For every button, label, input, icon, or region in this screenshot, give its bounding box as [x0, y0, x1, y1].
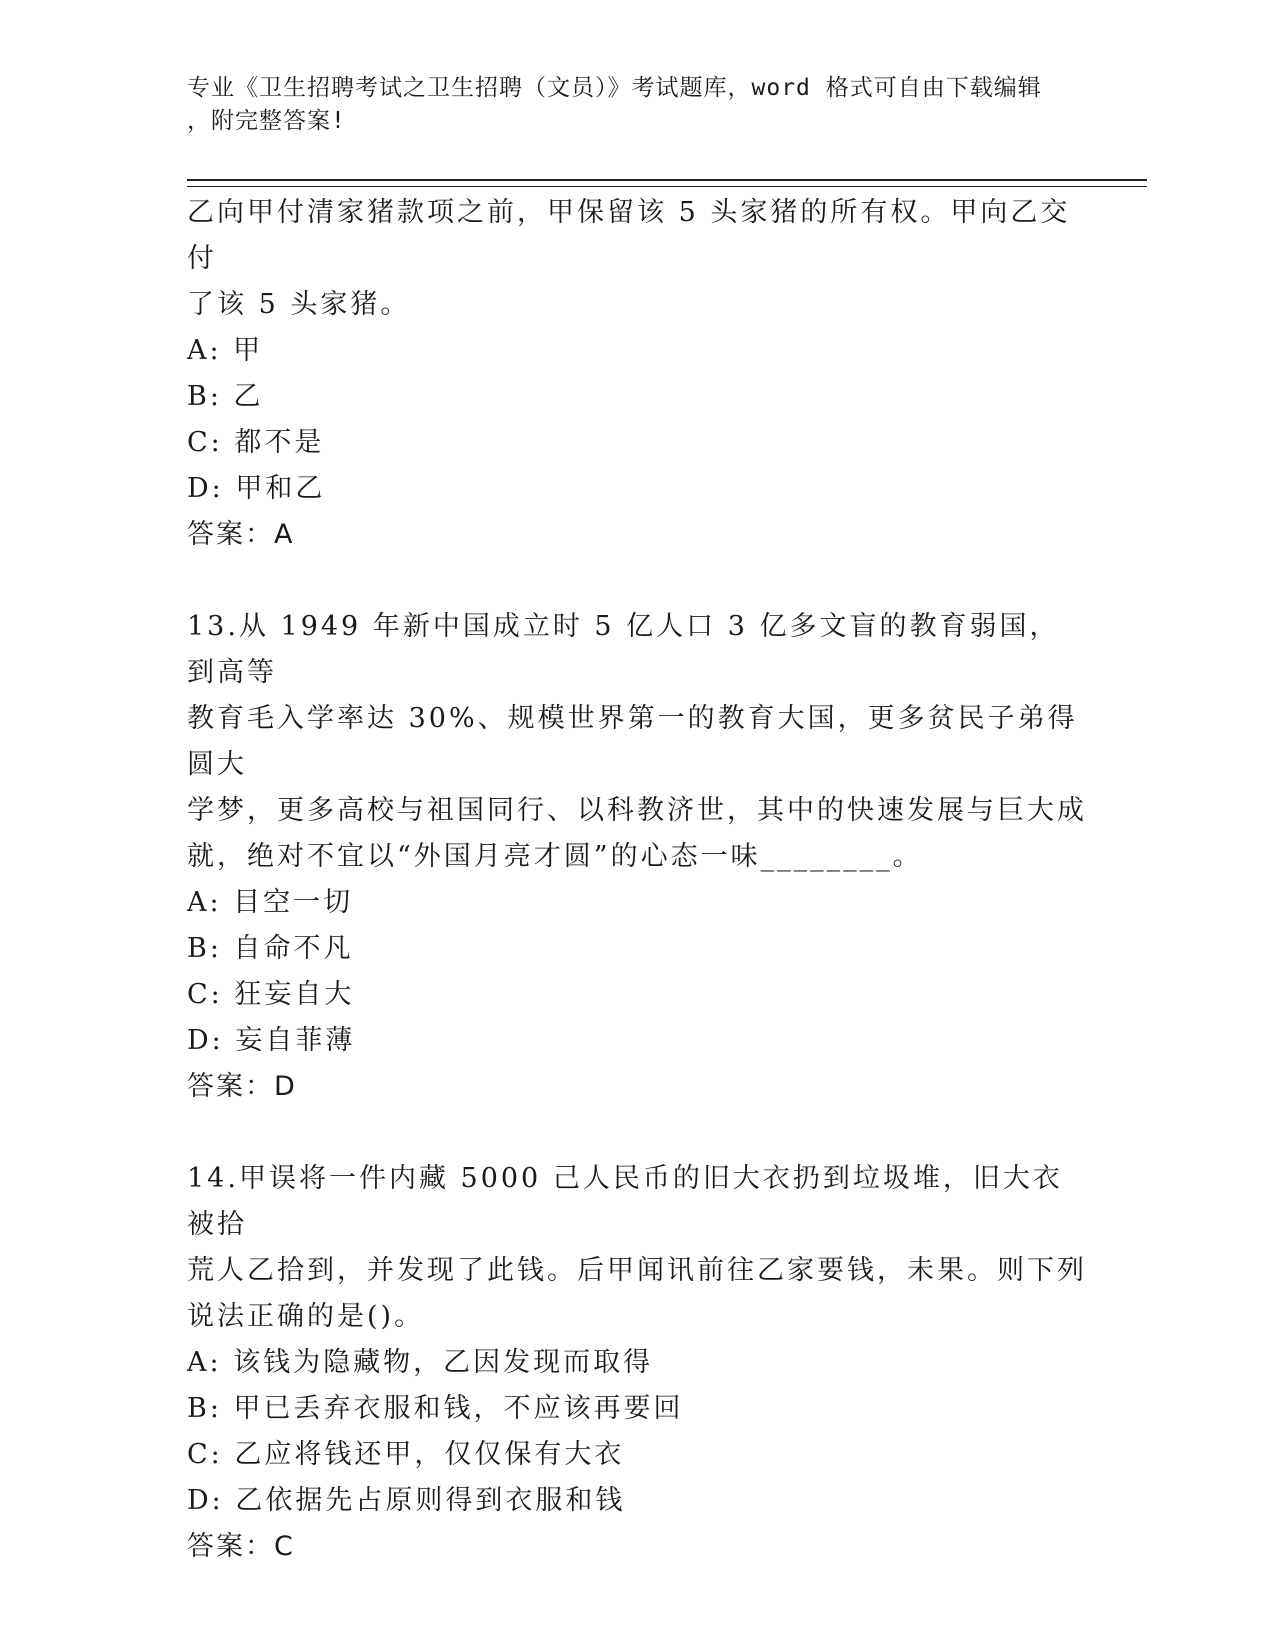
question-text-line: 就，绝对不宜以“外国月亮才圆”的心态一味________。: [187, 841, 923, 872]
question-text-line: 说法正确的是()。: [187, 1301, 425, 1332]
header-divider-thin: [187, 186, 1147, 187]
option-a: A: 目空一切: [187, 887, 354, 918]
option-d: D: 妄自菲薄: [187, 1025, 356, 1056]
document-header: [187, 72, 1067, 138]
question-text-line: 13.从 1949 年新中国成立时 5 亿人口 3 亿多文盲的教育弱国，到高等: [187, 611, 1060, 688]
question-list: [187, 190, 1087, 1570]
header-divider-thick: [187, 179, 1147, 181]
answer-label: 答案：C: [187, 1531, 295, 1562]
option-c: C: 都不是: [187, 427, 325, 458]
option-d: D: 甲和乙: [187, 473, 326, 504]
answer-label: 答案：A: [187, 519, 295, 550]
question-spacer: [187, 1110, 1087, 1156]
header-line-2: ，附完整答案!: [187, 108, 346, 134]
question-text-line: 荒人乙拾到，并发现了此钱。后甲闻讯前往乙家要钱，未果。则下列: [187, 1255, 1087, 1286]
answer-label: 答案：D: [187, 1071, 297, 1102]
option-b: B: 甲已丢弃衣服和钱，不应该再要回: [187, 1393, 684, 1424]
header-line-1: 专业《卫生招聘考试之卫生招聘（文员）》考试题库，word 格式可自由下载编辑: [187, 75, 1042, 101]
question-13: [187, 604, 1087, 1110]
option-b: B: 自命不凡: [187, 933, 354, 964]
option-c: C: 狂妄自大: [187, 979, 355, 1010]
option-a: A: 该钱为隐藏物，乙因发现而取得: [187, 1347, 654, 1378]
question-text-line: 教育毛入学率达 30%、规模世界第一的教育大国，更多贫民子弟得圆大: [187, 703, 1078, 780]
question-12: [187, 190, 1087, 558]
question-14: [187, 1156, 1087, 1570]
question-text-line: 乙向甲付清家猪款项之前，甲保留该 5 头家猪的所有权。甲向乙交付: [187, 197, 1071, 274]
question-text-line: 学梦，更多高校与祖国同行、以科教济世，其中的快速发展与巨大成: [187, 795, 1087, 826]
question-text-line: 14.甲误将一件内藏 5000 己人民币的旧大衣扔到垃圾堆，旧大衣被拾: [187, 1163, 1063, 1240]
option-c: C: 乙应将钱还甲，仅仅保有大衣: [187, 1439, 625, 1470]
option-a: A: 甲: [187, 335, 264, 366]
option-d: D: 乙依据先占原则得到衣服和钱: [187, 1485, 626, 1516]
option-b: B: 乙: [187, 381, 264, 412]
question-spacer: [187, 558, 1087, 604]
question-text-line: 了该 5 头家猪。: [187, 289, 411, 320]
